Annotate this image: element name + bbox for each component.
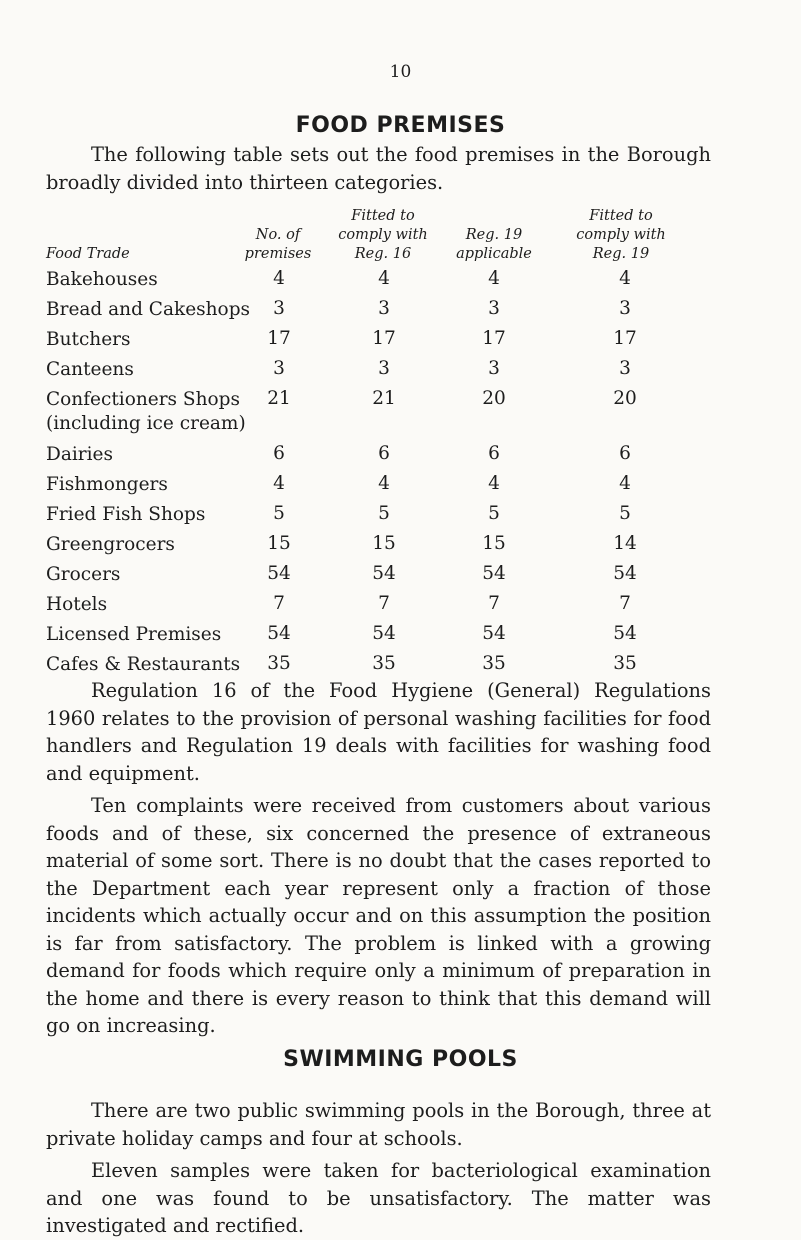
reg19-cell: 7 [619,593,631,614]
reg19-applicable-cell: 54 [482,623,506,644]
reg19-applicable-cell: 5 [488,503,500,524]
premises-cell: 21 [267,388,291,409]
table-row [46,559,746,589]
table-row [46,324,746,354]
premises-cell: 4 [273,268,285,289]
premises-cell: 7 [273,593,285,614]
regulation-paragraph: Regulation 16 of the Food Hygiene (General) Regulations 1960 relates to the provision of personal washing facilities for food handlers and Regulation 19 deals with facilities for washing food and equipment. [46,679,711,785]
header-food-trade: Food Trade [46,246,130,262]
food-premises-table [46,198,746,679]
reg19-applicable-cell: 3 [488,298,500,319]
premises-cell: 15 [267,533,291,554]
premises-cell: 6 [273,443,285,464]
food-trade-cell: Licensed Premises [46,624,222,645]
premises-cell: 54 [267,563,291,584]
food-trade-cell: Grocers [46,564,121,585]
food-trade-cell: Confectioners Shops (including ice cream) [46,389,246,434]
table-row [46,354,746,384]
food-trade-cell: Dairies [46,444,113,465]
food-premises-heading: FOOD PREMISES [295,113,506,138]
header-reg19-applicable: Reg. 19 applicable [456,227,532,262]
reg16-cell: 35 [372,653,396,674]
table-row [46,619,746,649]
reg19-cell: 54 [613,623,637,644]
reg19-applicable-cell: 3 [488,358,500,379]
reg19-applicable-cell: 4 [488,473,500,494]
table-row [46,264,746,294]
table-header [46,198,746,264]
reg19-cell: 3 [619,298,631,319]
page-number: 10 [389,62,412,82]
reg19-applicable-cell: 54 [482,563,506,584]
premises-cell: 3 [273,298,285,319]
pools-paragraph: There are two public swimming pools in the Borough, three at private holiday camps and four at schools. [46,1099,711,1150]
food-trade-cell: Butchers [46,329,131,350]
reg16-cell: 4 [378,473,390,494]
food-trade-cell: Bread and Cakeshops [46,299,251,320]
reg19-cell: 14 [613,533,637,554]
reg16-cell: 15 [372,533,396,554]
reg19-applicable-cell: 35 [482,653,506,674]
regulation-and-complaints [46,677,711,1040]
food-trade-cell: Fishmongers [46,474,168,495]
reg16-cell: 6 [378,443,390,464]
table-row [46,589,746,619]
food-trade-cell: Hotels [46,594,108,615]
food-trade-cell: Bakehouses [46,269,158,290]
reg16-cell: 54 [372,623,396,644]
reg16-cell: 54 [372,563,396,584]
food-trade-cell: Greengrocers [46,534,175,555]
table-row [46,294,746,324]
table-row [46,384,746,439]
reg16-cell: 7 [378,593,390,614]
swimming-pools-section [46,1097,711,1240]
premises-cell: 3 [273,358,285,379]
food-trade-cell: Cafes & Restaurants [46,654,241,675]
reg19-applicable-cell: 15 [482,533,506,554]
reg19-cell: 54 [613,563,637,584]
premises-cell: 54 [267,623,291,644]
table-row [46,529,746,559]
reg19-cell: 6 [619,443,631,464]
reg19-cell: 4 [619,473,631,494]
reg16-cell: 21 [372,388,396,409]
reg19-cell: 20 [613,388,637,409]
reg16-cell: 4 [378,268,390,289]
premises-cell: 4 [273,473,285,494]
reg19-cell: 17 [613,328,637,349]
reg19-cell: 4 [619,268,631,289]
reg16-cell: 5 [378,503,390,524]
samples-paragraph: Eleven samples were taken for bacteriological examination and one was found to be unsatisfactory. The matter was investigated and rectified. [46,1159,711,1237]
swimming-pools-heading: SWIMMING POOLS [283,1047,518,1072]
premises-cell: 35 [267,653,291,674]
header-fitted-reg19: Fitted to comply with Reg. 19 [576,208,666,262]
table-row [46,649,746,679]
complaints-paragraph: Ten complaints were received from customers about various foods and of these, six concerned the presence of extraneous material of some sort. There is no doubt that the cases reported to the Department each year represent only a fraction of those incidents which actually occur and on this assumption the position is far from satisfactory. The problem is linked with a growing demand for foods which require only a minimum of preparation in the home and there is every reason to think that this demand will go on increasing. [46,794,711,1037]
reg19-applicable-cell: 7 [488,593,500,614]
reg19-applicable-cell: 20 [482,388,506,409]
reg16-cell: 3 [378,298,390,319]
food-trade-cell: Fried Fish Shops [46,504,206,525]
table-row [46,499,746,529]
reg16-cell: 17 [372,328,396,349]
reg19-cell: 35 [613,653,637,674]
intro-text: The following table sets out the food premises in the Borough broadly divided into thirteen categories. [46,143,711,194]
table-row [46,469,746,499]
reg16-cell: 3 [378,358,390,379]
header-fitted-reg16: Fitted to comply with Reg. 16 [338,208,428,262]
reg19-cell: 5 [619,503,631,524]
intro-paragraph [46,141,711,196]
reg19-cell: 3 [619,358,631,379]
premises-cell: 5 [273,503,285,524]
reg19-applicable-cell: 4 [488,268,500,289]
table-row [46,439,746,469]
premises-cell: 17 [267,328,291,349]
food-trade-cell: Canteens [46,359,134,380]
header-no-of-premises: No. of premises [244,227,312,262]
reg19-applicable-cell: 6 [488,443,500,464]
reg19-applicable-cell: 17 [482,328,506,349]
